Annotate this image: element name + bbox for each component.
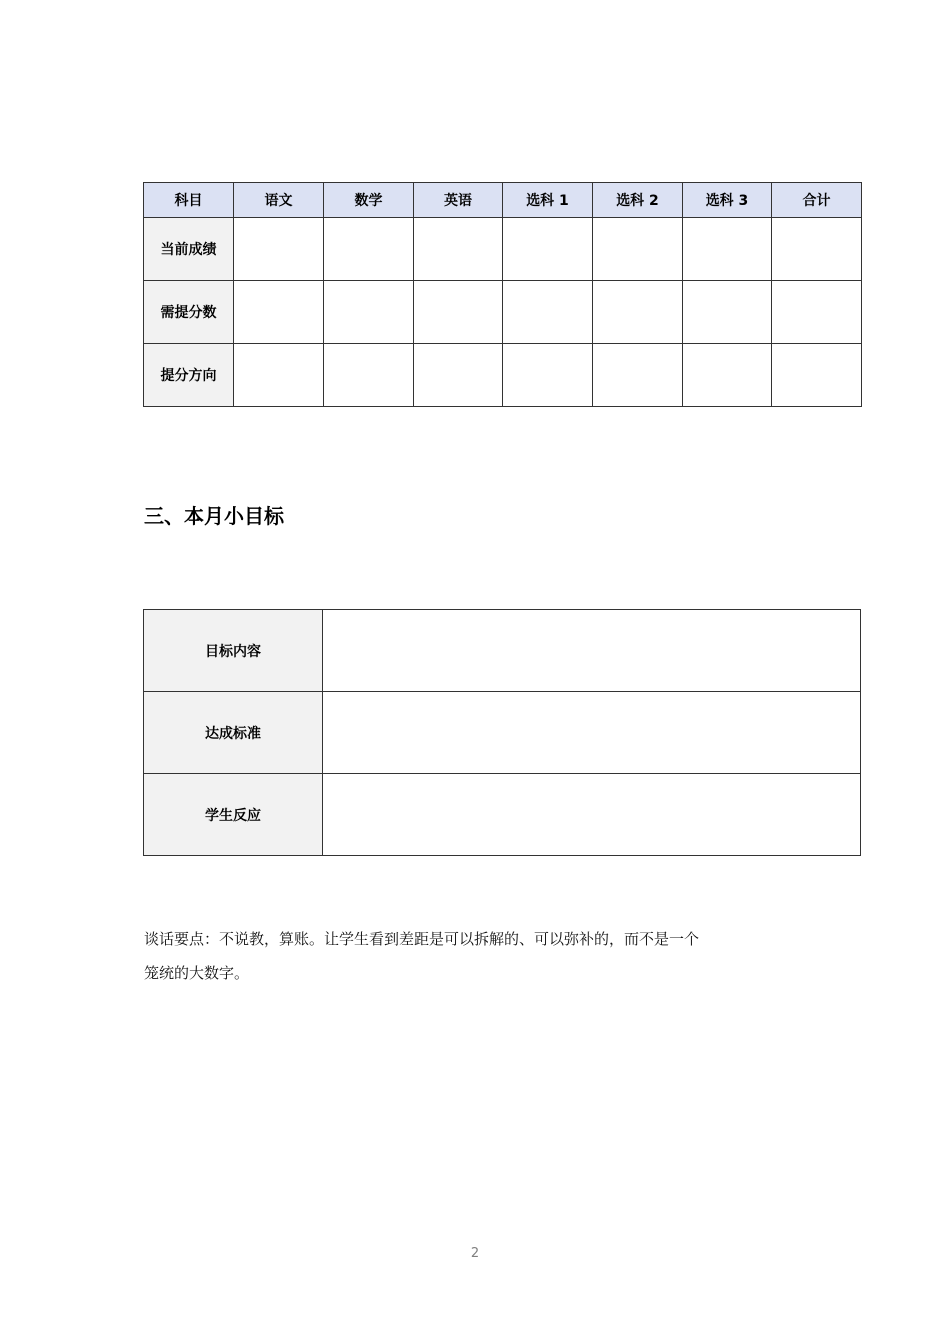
table-row (144, 692, 861, 774)
note-line-1: 谈话要点：不说教，算账。让学生看到差距是可以拆解的、可以弥补的，而不是一个 (144, 930, 700, 948)
table-row (144, 610, 861, 692)
table-cell[interactable] (593, 281, 683, 344)
table-cell[interactable] (683, 281, 772, 344)
score-table-header-row (144, 183, 862, 218)
goal-table (143, 609, 861, 856)
table-cell[interactable] (324, 281, 414, 344)
header-english: 英语 (414, 183, 503, 218)
header-elective-1: 选科 1 (503, 183, 593, 218)
page-number: 2 (470, 1246, 480, 1261)
section-heading: 三、本月小目标 (144, 504, 284, 528)
row-label-improvement-direction: 提分方向 (144, 344, 234, 407)
table-cell[interactable] (414, 281, 503, 344)
table-cell[interactable] (772, 218, 862, 281)
table-cell[interactable] (593, 218, 683, 281)
table-cell[interactable] (234, 281, 324, 344)
table-cell[interactable] (324, 218, 414, 281)
note-line-2: 笼统的大数字。 (144, 964, 250, 982)
table-cell[interactable] (234, 344, 324, 407)
table-cell[interactable] (683, 218, 772, 281)
header-elective-3: 选科 3 (683, 183, 772, 218)
table-row (144, 281, 862, 344)
row-label-current-score: 当前成绩 (144, 218, 234, 281)
table-row (144, 774, 861, 856)
table-cell[interactable] (324, 344, 414, 407)
table-cell[interactable] (414, 218, 503, 281)
goal-content-cell[interactable] (323, 610, 861, 692)
student-reaction-cell[interactable] (323, 774, 861, 856)
table-cell[interactable] (593, 344, 683, 407)
achievement-standard-cell[interactable] (323, 692, 861, 774)
score-table (143, 182, 862, 407)
table-cell[interactable] (683, 344, 772, 407)
table-cell[interactable] (772, 281, 862, 344)
table-cell[interactable] (503, 218, 593, 281)
header-elective-2: 选科 2 (593, 183, 683, 218)
row-label-points-needed: 需提分数 (144, 281, 234, 344)
header-math: 数学 (324, 183, 414, 218)
row-label-achievement-standard: 达成标准 (144, 692, 323, 774)
row-label-student-reaction: 学生反应 (144, 774, 323, 856)
table-cell[interactable] (503, 281, 593, 344)
table-row (144, 344, 862, 407)
table-cell[interactable] (772, 344, 862, 407)
header-chinese: 语文 (234, 183, 324, 218)
table-row (144, 218, 862, 281)
talking-points-note (144, 922, 824, 990)
table-cell[interactable] (234, 218, 324, 281)
table-cell[interactable] (414, 344, 503, 407)
row-label-goal-content: 目标内容 (144, 610, 323, 692)
header-total: 合计 (772, 183, 862, 218)
table-cell[interactable] (503, 344, 593, 407)
header-subject: 科目 (144, 183, 234, 218)
